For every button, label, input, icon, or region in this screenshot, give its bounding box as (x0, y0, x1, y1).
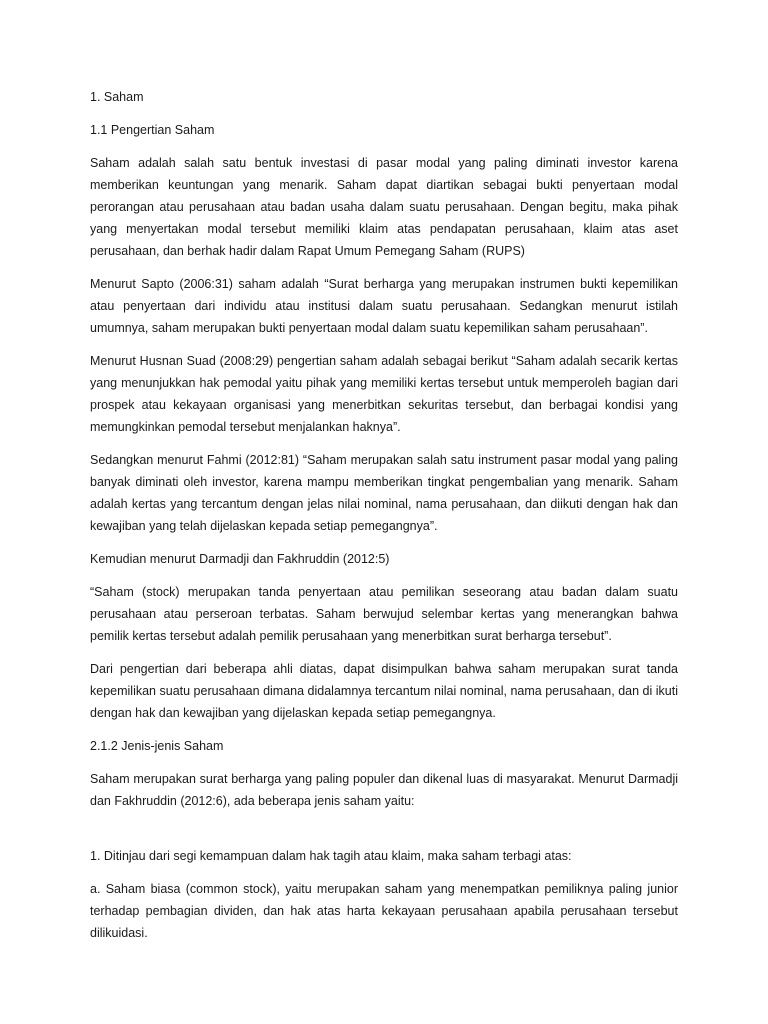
section-heading: 1. Saham (90, 90, 144, 104)
subsection-heading-jenis: 2.1.2 Jenis-jenis Saham (90, 739, 224, 753)
list-item-a: a. Saham biasa (common stock), yaitu merupakan saham yang menempatkan pemiliknya paling junior terhadap pembagian dividen, dan hak atas harta kekayaan perusahaan apabila perusahaan tersebut dilikuidasi. (90, 882, 678, 940)
paragraph-conclusion: Dari pengertian dari beberapa ahli diatas, dapat disimpulkan bahwa saham merupakan surat tanda kepemilikan suatu perusahaan dimana didalamnya tercantum nilai nominal, nama perusahaan, dan di ikuti dengan hak dan kewajiban yang dijelaskan kepada setiap pemegangnya. (90, 662, 678, 720)
paragraph-jenis-intro: Saham merupakan surat berharga yang paling populer dan dikenal luas di masyarakat. Menurut Darmadji dan Fakhruddin (2012:6), ada beberapa jenis saham yaitu: (90, 772, 678, 808)
list-item-1: 1. Ditinjau dari segi kemampuan dalam hak tagih atau klaim, maka saham terbagi atas: (90, 849, 572, 863)
paragraph-fahmi: Sedangkan menurut Fahmi (2012:81) “Saham merupakan salah satu instrument pasar modal yang paling banyak diminati oleh investor, karena mampu memberikan tingkat pengembalian yang menarik. Saham adalah kertas yang tercantum dengan jelas nilai nominal, nama perusahaan, dan diikuti dengan hak dan kewajiban yang telah dijelaskan kepada setiap pemegangnya”. (90, 453, 678, 533)
paragraph-sapto: Menurut Sapto (2006:31) saham adalah “Surat berharga yang merupakan instrumen bukti kepemilikan atau penyertaan dari individu atau institusi dalam suatu perusahaan. Sedangkan menurut istilah umumnya, saham merupakan bukti penyertaan modal dalam suatu kepemilikan saham perusahaan”. (90, 277, 678, 335)
paragraph-husnan: Menurut Husnan Suad (2008:29) pengertian saham adalah sebagai berikut “Saham adalah secarik kertas yang menunjukkan hak pemodal yaitu pihak yang memiliki kertas tersebut untuk memperoleh bagian dari prospek atau kekayaan organisasi yang menerbitkan sekuritas tersebut, dan berbagai kondisi yang memungkinkan pemodal tersebut menjalankan haknya”. (90, 354, 678, 434)
paragraph-darmadji-intro: Kemudian menurut Darmadji dan Fakhruddin (2012:5) (90, 552, 390, 566)
document-page (90, 86, 678, 955)
paragraph-definition: Saham adalah salah satu bentuk investasi di pasar modal yang paling diminati investor karena memberikan keuntungan yang menarik. Saham dapat diartikan sebagai bukti penyertaan modal perorangan atau perusahaan atau badan usaha dalam suatu perusahaan. Dengan begitu, maka pihak yang menyertakan modal tersebut memiliki klaim atas pendapatan perusahaan, klaim atas aset perusahaan, dan berhak hadir dalam Rapat Umum Pemegang Saham (RUPS) (90, 156, 678, 258)
paragraph-darmadji-quote: “Saham (stock) merupakan tanda penyertaan atau pemilikan seseorang atau badan dalam suatu perusahaan atau perseroan terbatas. Saham berwujud selembar kertas yang menerangkan bahwa pemilik kertas tersebut adalah pemilik perusahaan yang menerbitkan surat berharga tersebut”. (90, 585, 678, 643)
subsection-heading: 1.1 Pengertian Saham (90, 123, 215, 137)
blank-line (90, 823, 678, 845)
